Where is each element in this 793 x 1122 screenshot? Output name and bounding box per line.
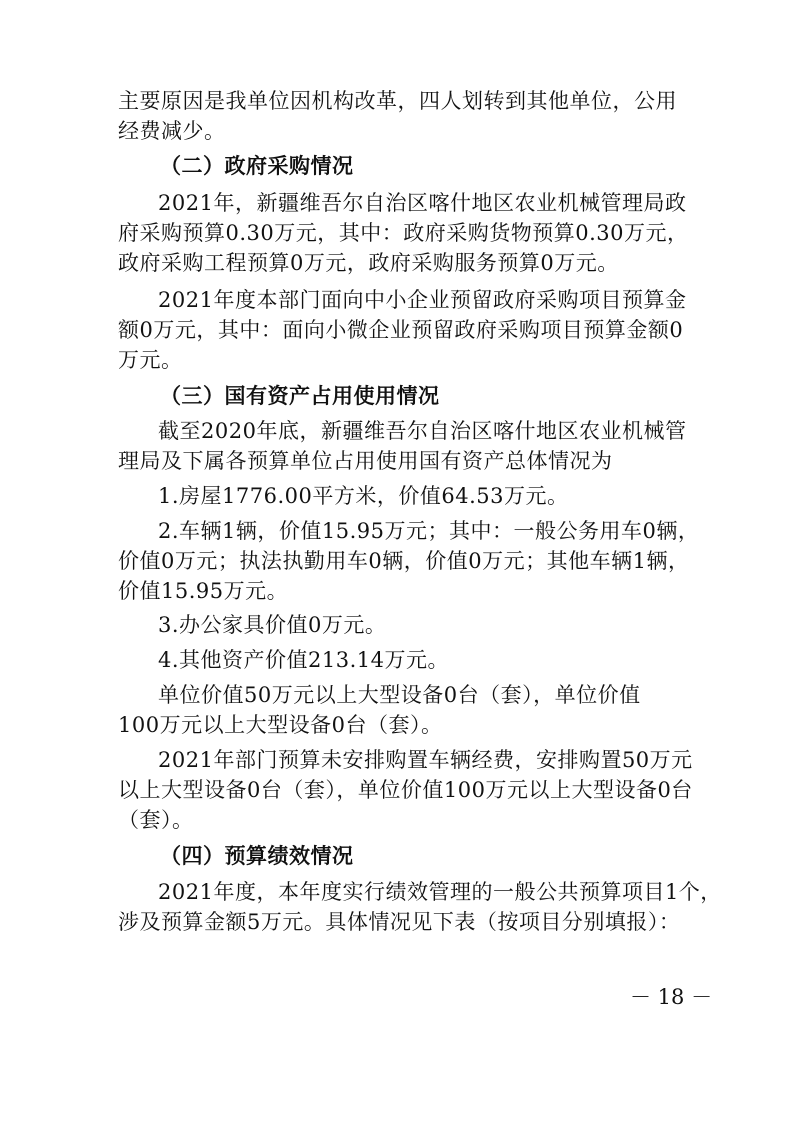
paragraph-line: 100万元以上大型设备0台（套）。 <box>118 713 443 737</box>
paragraph-line: 涉及预算金额5万元。具体情况见下表（按项目分别填报）： <box>118 910 681 934</box>
paragraph-line: 价值15.95万元。 <box>118 579 289 603</box>
section-heading-assets: （三）国有资产占用使用情况 <box>160 383 440 408</box>
paragraph-line: 2021年度本部门面向中小企业预留政府采购项目预算金 <box>158 288 687 312</box>
paragraph-line: 经费减少。 <box>118 119 226 143</box>
list-item: 3.办公家具价值0万元。 <box>158 613 387 637</box>
list-item: 4.其他资产价值213.14万元。 <box>158 648 450 672</box>
paragraph-line: （套）。 <box>118 808 194 832</box>
paragraph-line: 理局及下属各预算单位占用使用国有资产总体情况为 <box>118 449 613 473</box>
section-heading-performance: （四）预算绩效情况 <box>160 843 354 868</box>
paragraph-line: 额0万元，其中：面向小微企业预留政府采购项目预算金额0 <box>118 318 684 342</box>
section-heading-procurement: （二）政府采购情况 <box>160 153 354 178</box>
paragraph-line: 价值0万元；执法执勤用车0辆，价值0万元；其他车辆1辆， <box>118 549 690 573</box>
list-item: 2.车辆1辆，价值15.95万元；其中：一般公务用车0辆， <box>158 519 700 543</box>
paragraph-line: 以上大型设备0台（套），单位价值100万元以上大型设备0台 <box>118 778 693 802</box>
paragraph-line: 2021年度，本年度实行绩效管理的一般公共预算项目1个， <box>158 880 722 904</box>
paragraph-line: 2021年，新疆维吾尔自治区喀什地区农业机械管理局政 <box>158 191 687 215</box>
list-item: 1.房屋1776.00平方米，价值64.53万元。 <box>158 484 569 508</box>
paragraph-line: 主要原因是我单位因机构改革，四人划转到其他单位，公用 <box>118 89 677 113</box>
paragraph-line: 万元。 <box>118 348 183 372</box>
paragraph-line: 府采购预算0.30万元，其中：政府采购货物预算0.30万元， <box>118 221 689 245</box>
paragraph-line: 单位价值50万元以上大型设备0台（套），单位价值 <box>158 683 641 707</box>
paragraph-line: 政府采购工程预算0万元，政府采购服务预算0万元。 <box>118 251 619 275</box>
paragraph-line: 截至2020年底，新疆维吾尔自治区喀什地区农业机械管 <box>158 419 687 443</box>
page-number: － 18 － <box>630 985 713 1009</box>
paragraph-line: 2021年部门预算未安排购置车辆经费，安排购置50万元 <box>158 748 693 772</box>
